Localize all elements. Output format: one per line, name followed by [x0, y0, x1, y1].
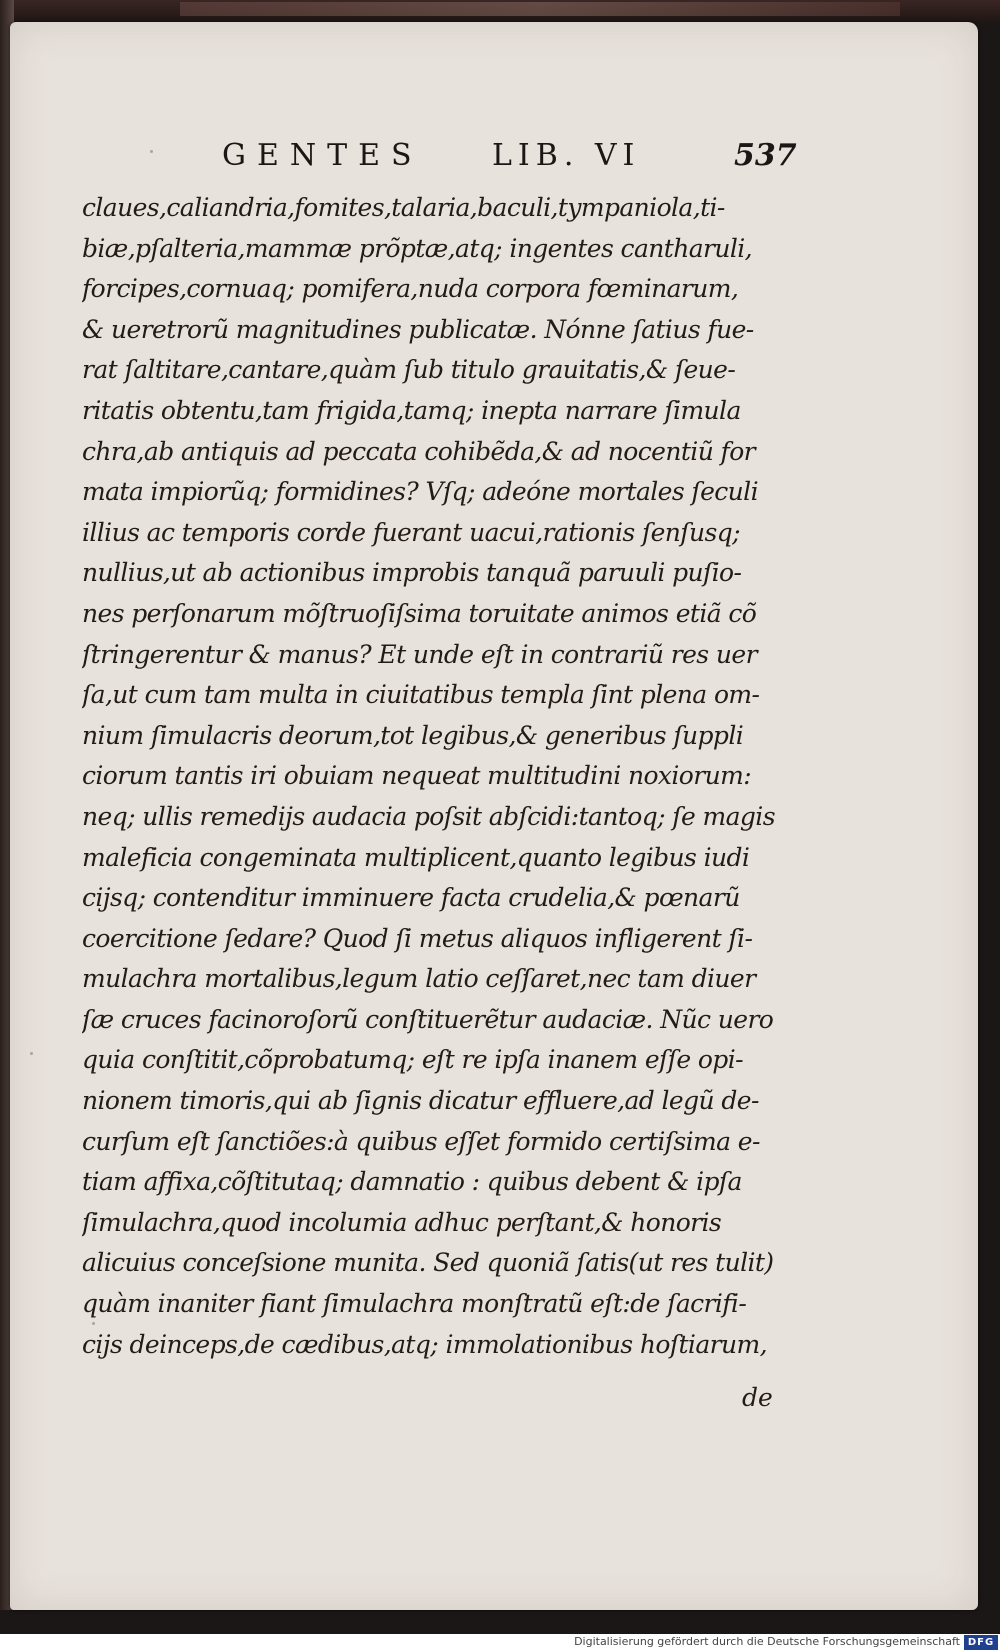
- text-line: biæ,pſalteria,mammæ prõptæ,atq; ingentes cantharuli,: [82, 233, 752, 263]
- text-line: nium ſimulacris deorum,tot legibus,& generibus ſuppli: [82, 720, 744, 750]
- text-line: nullius,ut ab actionibus improbis tanquã paruuli puſio-: [82, 558, 742, 588]
- text-line: mata impiorũq; formidines? Vſq; adeóne mortales ſeculi: [82, 477, 758, 507]
- funding-credit: Digitalisierung gefördert durch die Deutsche Forschungsgemeinschaft: [574, 1635, 960, 1648]
- body-text: [82, 188, 786, 1365]
- text-line: quia conſtitit,cõprobatumq; eſt re ipſa inanem eſſe opi-: [82, 1045, 743, 1075]
- text-line: ritatis obtentu,tam frigida,tamq; inepta narrare ſimula: [82, 395, 741, 425]
- running-head-book: LIB. VI: [492, 138, 641, 173]
- text-line: coercitione ſedare? Quod ſi metus aliquos infligerent ſi-: [82, 923, 753, 953]
- running-head: [0, 138, 1000, 178]
- running-head-title: GENTES: [222, 138, 423, 173]
- text-line: claues,caliandria,fomites,talaria,baculi,tympaniola,ti-: [82, 193, 725, 222]
- text-line: illius ac temporis corde fuerant uacui,rationis ſenſusq;: [82, 517, 740, 547]
- catchword: de: [742, 1383, 773, 1412]
- text-line: nes perſonarum mõſtruoſiſsima toruitate animos etiã cõ: [82, 598, 757, 628]
- dfg-logo: DFG: [964, 1635, 998, 1650]
- text-line: neq; ullis remedijs audacia poſsit abſcidi:tantoq; ſe magis: [82, 801, 775, 831]
- text-line: alicuius conceſsione munita. Sed quoniã ſatis(ut res tulit): [82, 1248, 774, 1278]
- text-line: ſæ cruces facinoroſorũ conſtituerẽtur audaciæ. Nũc uero: [82, 1004, 774, 1034]
- text-line: quàm inaniter fiant ſimulachra monſtratũ eſt:de ſacrifi-: [82, 1289, 747, 1319]
- paper-speck: [30, 1052, 33, 1055]
- text-line: nionem timoris,qui ab ſignis dicatur effluere,ad legũ de-: [82, 1086, 759, 1116]
- text-line: cijsq; contenditur imminuere facta crudelia,& pœnarũ: [82, 883, 740, 913]
- text-line: ciorum tantis iri obuiam nequeat multitudini noxiorum:: [82, 761, 752, 791]
- text-line: curſum eſt ſanctiões:à quibus eſſet formido certiſsima e-: [82, 1126, 760, 1156]
- text-line: maleficia congeminata multiplicent,quanto legibus iudi: [82, 842, 750, 872]
- book-top-edge-shading: [180, 2, 900, 16]
- text-line: ſa,ut cum tam multa in ciuitatibus templa ſint plena om-: [82, 680, 760, 710]
- text-line: ſtringerentur & manus? Et unde eſt in contrariũ res uer: [82, 639, 757, 669]
- text-line: mulachra mortalibus,legum latio ceſſaret,nec tam diuer: [82, 964, 756, 994]
- text-line: rat ſaltitare,cantare,quàm ſub titulo grauitatis,& ſeue-: [82, 355, 736, 385]
- text-line: forcipes,cornuaq; pomifera,nuda corpora fœminarum,: [82, 274, 739, 304]
- text-line: cijs deinceps,de cædibus,atq; immolationibus hoſtiarum,: [82, 1329, 767, 1359]
- text-line: tiam affixa,cõſtitutaq; damnatio : quibus debent & ipſa: [82, 1167, 742, 1197]
- text-line: & ueretrorũ magnitudines publicatæ. Nónne ſatius fue-: [82, 314, 754, 344]
- book-top-edge: [0, 0, 1000, 22]
- text-line: chra,ab antiquis ad peccata cohibẽda,& ad nocentiũ for: [82, 436, 755, 466]
- footer-bar: [0, 1634, 1000, 1652]
- text-line: ſimulachra,quod incolumia adhuc perſtant,& honoris: [82, 1207, 722, 1237]
- page-number: 537: [734, 138, 797, 173]
